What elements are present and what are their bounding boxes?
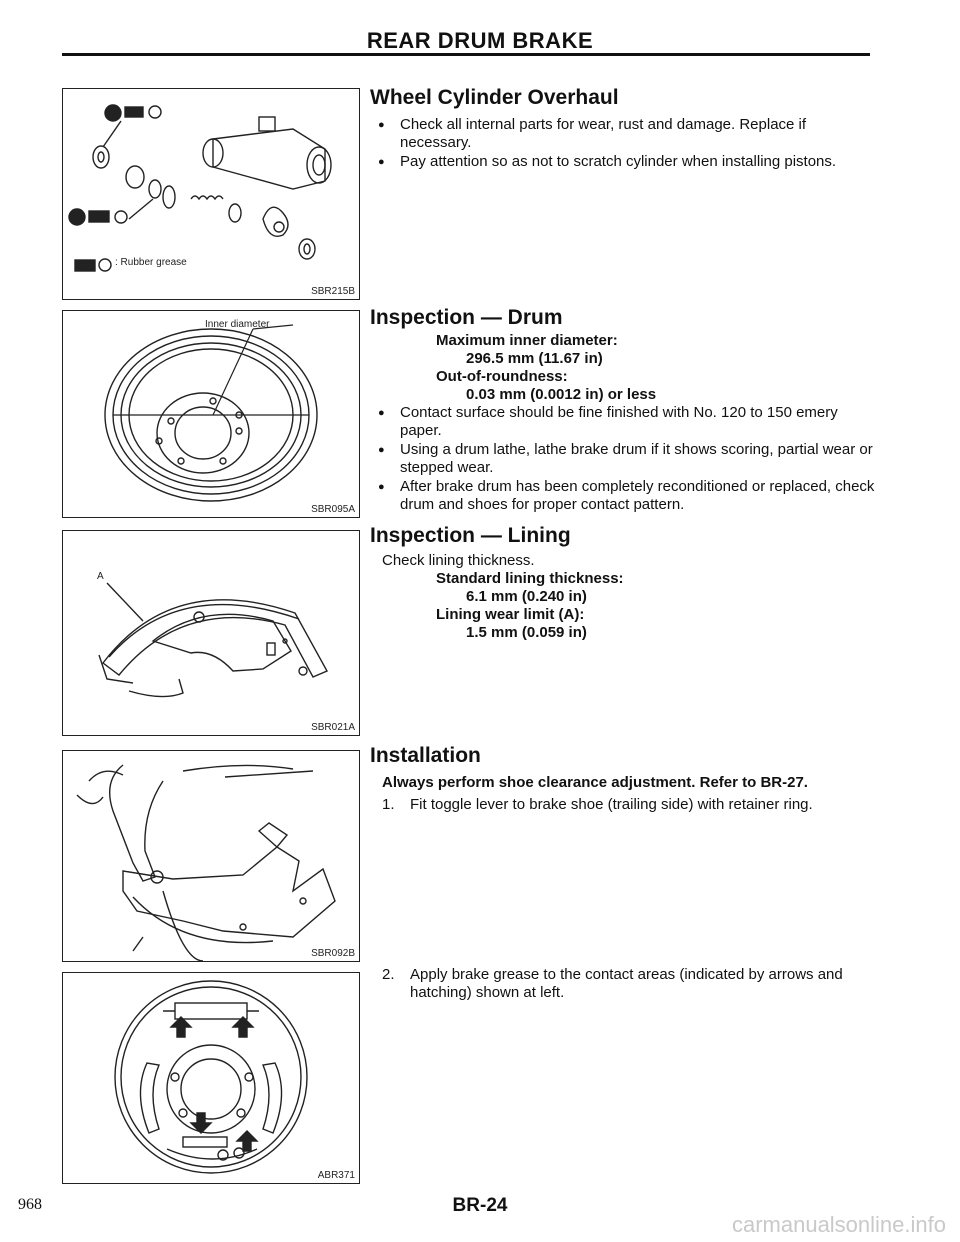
watermark: carmanualsonline.info	[731, 1212, 946, 1237]
section-title: Inspection — Drum	[370, 306, 563, 329]
step-text: Fit toggle lever to brake shoe (trailing side) with retainer ring.	[410, 796, 813, 813]
bullet-item: ● After brake drum has been completely reconditioned or replaced, check drum and shoes for proper contact pattern.	[370, 478, 880, 514]
section-title: Inspection — Lining	[370, 524, 571, 547]
section-page-code: BR-24	[452, 1195, 508, 1216]
spec-value: 6.1 mm (0.240 in)	[466, 588, 587, 605]
bullet-list	[370, 116, 880, 171]
section-installation-step-2	[370, 966, 880, 1002]
step-number: 1.	[382, 796, 395, 813]
header-rule	[62, 53, 870, 56]
page-number: 968	[18, 1196, 42, 1213]
spec-value: 1.5 mm (0.059 in)	[466, 624, 587, 641]
rubber-grease-legend: : Rubber grease	[115, 257, 187, 268]
figure-lining	[62, 530, 360, 736]
figure-code: SBR021A	[311, 722, 355, 733]
section-title: Installation	[370, 744, 481, 767]
brake-drum-diagram	[63, 311, 359, 517]
spec-label: Standard lining thickness:	[436, 570, 624, 587]
wheel-cylinder-diagram	[63, 89, 359, 299]
figure-toggle-lever	[62, 750, 360, 962]
spec-value: 296.5 mm (11.67 in)	[466, 350, 603, 367]
step-text: Apply brake grease to the contact areas (indicated by arrows and hatching) shown at left.	[410, 966, 843, 1001]
toggle-lever-installation-diagram	[63, 751, 359, 961]
page-title: REAR DRUM BRAKE	[366, 28, 594, 53]
figure-wheel-cylinder	[62, 88, 360, 300]
bullet-list	[370, 404, 880, 514]
section-inspection-lining	[370, 524, 880, 642]
bullet-item: ● Check all internal parts for wear, rust and damage. Replace if necessary.	[370, 116, 880, 152]
spec-label: Out-of-roundness:	[436, 368, 568, 385]
bullet-item: ● Using a drum lathe, lathe brake drum if it shows scoring, partial wear or stepped wear.	[370, 441, 880, 477]
section-inspection-drum	[370, 306, 880, 515]
section-installation	[370, 744, 880, 814]
spec-value: 0.03 mm (0.0012 in) or less	[466, 386, 657, 403]
installation-step-1	[382, 796, 880, 814]
spec-label: Maximum inner diameter:	[436, 332, 618, 349]
installation-step-2	[382, 966, 880, 1002]
figure-drum	[62, 310, 360, 518]
section-title: Wheel Cylinder Overhaul	[370, 86, 619, 109]
bullet-item: ● Pay attention so as not to scratch cylinder when installing pistons.	[370, 153, 880, 171]
figure-code: ABR371	[317, 1170, 355, 1181]
inner-diameter-label: Inner diameter	[205, 319, 270, 330]
backing-plate-grease-diagram	[63, 973, 359, 1183]
section-wheel-cylinder	[370, 86, 880, 172]
spec-label: Lining wear limit (A):	[436, 606, 585, 623]
brake-shoe-lining-diagram	[63, 531, 359, 735]
figure-grease-points	[62, 972, 360, 1184]
bullet-item: ● Contact surface should be fine finished with No. 120 to 150 emery paper.	[370, 404, 880, 440]
lining-intro: Check lining thickness.	[382, 552, 535, 569]
figure-code: SBR215B	[311, 286, 355, 297]
installation-note: Always perform shoe clearance adjustment. Refer to BR-27.	[382, 774, 808, 791]
figure-code: SBR095A	[311, 504, 355, 515]
wear-limit-callout: A	[97, 571, 104, 582]
figure-code: SBR092B	[311, 948, 355, 959]
step-number: 2.	[382, 966, 395, 983]
